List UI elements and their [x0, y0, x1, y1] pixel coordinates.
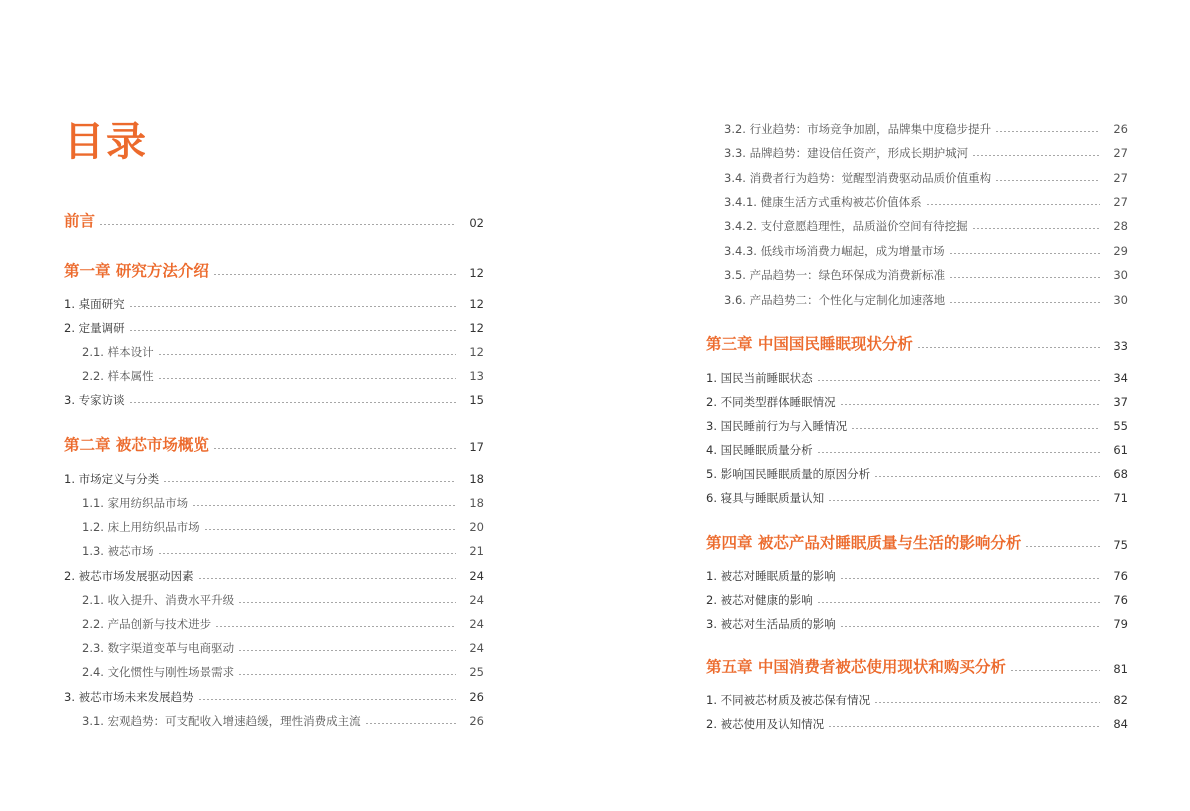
toc-label: 1. 桌面研究: [64, 297, 125, 311]
toc-subitem[interactable]: [82, 614, 484, 634]
toc-item[interactable]: [64, 566, 484, 586]
toc-page: 12: [469, 345, 484, 359]
toc-item[interactable]: [706, 590, 1128, 610]
toc-label: 2.3. 数字渠道变革与电商驱动: [82, 641, 235, 655]
toc-label: 第四章 被芯产品对睡眠质量与生活的影响分析: [706, 534, 1022, 552]
toc-label: 第一章 研究方法介绍: [64, 262, 209, 280]
toc-subitem[interactable]: [82, 517, 484, 537]
leader-dots: [192, 505, 456, 506]
toc-item[interactable]: [706, 566, 1128, 586]
leader-dots: [817, 452, 1100, 453]
toc-page: 82: [1113, 693, 1128, 707]
toc-page: 37: [1113, 395, 1128, 409]
leader-dots: [874, 702, 1100, 703]
toc-page: 12: [469, 297, 484, 311]
toc-chapter-2[interactable]: [64, 431, 484, 457]
leader-dots: [828, 500, 1100, 501]
toc-label: 1. 市场定义与分类: [64, 472, 160, 486]
toc-page: 81: [1113, 662, 1128, 676]
leader-dots: [99, 224, 456, 225]
toc-label: 5. 影响国民睡眠质量的原因分析: [706, 467, 871, 481]
toc-label: 3. 被芯市场未来发展趋势: [64, 690, 194, 704]
toc-label: 2. 被芯市场发展驱动因素: [64, 569, 194, 583]
leader-dots: [972, 228, 1100, 229]
toc-subitem[interactable]: [82, 711, 484, 731]
leader-dots: [995, 180, 1100, 181]
toc-page: 29: [1113, 244, 1128, 258]
toc-page: 28: [1113, 219, 1128, 233]
toc-label: 2.2. 样本属性: [82, 369, 154, 383]
leader-dots: [828, 726, 1100, 727]
toc-item[interactable]: [706, 416, 1128, 436]
toc-page: 79: [1113, 617, 1128, 631]
leader-dots: [158, 553, 456, 554]
leader-dots: [840, 578, 1100, 579]
toc-page: 34: [1113, 371, 1128, 385]
toc-label: 第五章 中国消费者被芯使用现状和购买分析: [706, 658, 1006, 676]
leader-dots: [840, 626, 1100, 627]
toc-page: 76: [1113, 593, 1128, 607]
toc-page: 18: [469, 472, 484, 486]
toc-page: 20: [469, 520, 484, 534]
toc-item[interactable]: [706, 464, 1128, 484]
leader-dots: [238, 650, 456, 651]
toc-label: 2. 不同类型群体睡眠情况: [706, 395, 836, 409]
toc-item[interactable]: [706, 690, 1128, 710]
toc-label: 2.4. 文化惯性与刚性场景需求: [82, 665, 235, 679]
toc-page: 25: [469, 665, 484, 679]
toc-subitem[interactable]: [82, 342, 484, 362]
leader-dots: [1010, 670, 1100, 671]
toc-subitem[interactable]: [82, 541, 484, 561]
toc-label: 1.3. 被芯市场: [82, 544, 154, 558]
toc-label: 3.5. 产品趋势一：绿色环保成为消费新标准: [724, 268, 946, 282]
toc-page: 02: [469, 216, 484, 230]
toc-subitem[interactable]: [724, 216, 1128, 236]
leader-dots: [129, 402, 456, 403]
toc-page: 27: [1113, 195, 1128, 209]
toc-subitem[interactable]: [724, 119, 1128, 139]
toc-chapter-preface[interactable]: [64, 207, 484, 233]
toc-label: 1. 被芯对睡眠质量的影响: [706, 569, 836, 583]
leader-dots: [917, 347, 1100, 348]
toc-item[interactable]: [706, 488, 1128, 508]
toc-item[interactable]: [64, 318, 484, 338]
toc-subitem[interactable]: [724, 168, 1128, 188]
toc-label: 2.1. 收入提升、消费水平升级: [82, 593, 235, 607]
toc-page: 26: [1113, 122, 1128, 136]
toc-label: 第二章 被芯市场概览: [64, 436, 209, 454]
leader-dots: [926, 204, 1100, 205]
toc-page: 68: [1113, 467, 1128, 481]
leader-dots: [949, 302, 1100, 303]
leader-dots: [198, 699, 456, 700]
toc-page: 61: [1113, 443, 1128, 457]
leader-dots: [995, 131, 1100, 132]
toc-label: 3.6. 产品趋势二：个性化与定制化加速落地: [724, 293, 946, 307]
toc-subitem[interactable]: [724, 290, 1128, 310]
leader-dots: [204, 529, 456, 530]
toc-label: 第三章 中国国民睡眠现状分析: [706, 335, 913, 353]
toc-label: 3.4.2. 支付意愿趋理性，品质溢价空间有待挖掘: [724, 219, 968, 233]
leader-dots: [213, 448, 456, 449]
toc-page: 18: [469, 496, 484, 510]
toc-label: 2. 被芯使用及认知情况: [706, 717, 825, 731]
toc-label: 3.1. 宏观趋势：可支配收入增速趋缓，理性消费成主流: [82, 714, 361, 728]
toc-label: 2.2. 产品创新与技术进步: [82, 617, 212, 631]
leader-dots: [949, 277, 1100, 278]
toc-page: 27: [1113, 146, 1128, 160]
toc-label: 3. 国民睡前行为与入睡情况: [706, 419, 848, 433]
toc-chapter-4[interactable]: [706, 529, 1128, 555]
toc-label: 6. 寝具与睡眠质量认知: [706, 491, 825, 505]
toc-subitem[interactable]: [82, 366, 484, 386]
toc-label: 2.1. 样本设计: [82, 345, 154, 359]
toc-page: 55: [1113, 419, 1128, 433]
toc-page: 24: [469, 593, 484, 607]
leader-dots: [129, 330, 456, 331]
toc-page: 17: [469, 440, 484, 454]
leader-dots: [972, 155, 1100, 156]
toc-page: 12: [469, 266, 484, 280]
toc-item[interactable]: [64, 294, 484, 314]
toc-page: 21: [469, 544, 484, 558]
toc-subitem[interactable]: [724, 143, 1128, 163]
toc-page: 84: [1113, 717, 1128, 731]
toc-page: 12: [469, 321, 484, 335]
toc-label: 3. 专家访谈: [64, 393, 125, 407]
toc-subitem[interactable]: [82, 662, 484, 682]
leader-dots: [817, 380, 1100, 381]
leader-dots: [198, 578, 456, 579]
toc-label: 3.2. 行业趋势：市场竞争加剧，品牌集中度稳步提升: [724, 122, 992, 136]
leader-dots: [851, 428, 1100, 429]
toc-page: 30: [1113, 268, 1128, 282]
toc-page: 15: [469, 393, 484, 407]
toc-page: 26: [469, 690, 484, 704]
toc-subitem[interactable]: [82, 638, 484, 658]
toc-page: 71: [1113, 491, 1128, 505]
leader-dots: [1025, 546, 1100, 547]
leader-dots: [129, 306, 456, 307]
toc-page: 13: [469, 369, 484, 383]
toc-item[interactable]: [64, 687, 484, 707]
toc-subitem[interactable]: [82, 590, 484, 610]
toc-chapter-3[interactable]: [706, 330, 1128, 356]
toc-label: 1.1. 家用纺织品市场: [82, 496, 189, 510]
leader-dots: [215, 626, 456, 627]
toc-page: 24: [469, 569, 484, 583]
leader-dots: [163, 481, 456, 482]
toc-item[interactable]: [64, 469, 484, 489]
leader-dots: [874, 476, 1100, 477]
toc-label: 3. 被芯对生活品质的影响: [706, 617, 836, 631]
toc-page: 24: [469, 641, 484, 655]
toc-subitem[interactable]: [82, 493, 484, 513]
toc-page: 26: [469, 714, 484, 728]
toc-item[interactable]: [706, 614, 1128, 634]
leader-dots: [817, 602, 1100, 603]
leader-dots: [158, 354, 456, 355]
toc-item[interactable]: [64, 390, 484, 410]
leader-dots: [213, 274, 456, 275]
toc-page: 75: [1113, 538, 1128, 552]
toc-label: 1.2. 床上用纺织品市场: [82, 520, 200, 534]
toc-subitem[interactable]: [724, 192, 1128, 212]
toc-page: 24: [469, 617, 484, 631]
toc-label: 4. 国民睡眠质量分析: [706, 443, 813, 457]
toc-label: 前言: [64, 212, 96, 230]
toc-item[interactable]: [706, 368, 1128, 388]
toc-chapter-1[interactable]: [64, 257, 484, 283]
toc-subitem[interactable]: [724, 241, 1128, 261]
toc-item[interactable]: [706, 714, 1128, 734]
toc-item[interactable]: [706, 440, 1128, 460]
leader-dots: [840, 404, 1100, 405]
toc-label: 3.4.3. 低线市场消费力崛起，成为增量市场: [724, 244, 945, 258]
toc-label: 2. 被芯对健康的影响: [706, 593, 813, 607]
leader-dots: [238, 602, 456, 603]
toc-page: 30: [1113, 293, 1128, 307]
toc-label: 1. 不同被芯材质及被芯保有情况: [706, 693, 871, 707]
toc-label: 3.4. 消费者行为趋势：觉醒型消费驱动品质价值重构: [724, 171, 992, 185]
toc-page: 27: [1113, 171, 1128, 185]
leader-dots: [949, 253, 1100, 254]
toc-chapter-5[interactable]: [706, 653, 1128, 679]
leader-dots: [365, 723, 456, 724]
toc-item[interactable]: [706, 392, 1128, 412]
toc-label: 2. 定量调研: [64, 321, 125, 335]
toc-subitem[interactable]: [724, 265, 1128, 285]
leader-dots: [238, 674, 456, 675]
toc-label: 3.3. 品牌趋势：建设信任资产，形成长期护城河: [724, 146, 969, 160]
toc-page: 33: [1113, 339, 1128, 353]
page-title: 目录: [64, 119, 148, 165]
toc-page: 76: [1113, 569, 1128, 583]
toc-label: 3.4.1. 健康生活方式重构被芯价值体系: [724, 195, 922, 209]
toc-label: 1. 国民当前睡眠状态: [706, 371, 813, 385]
leader-dots: [158, 378, 456, 379]
